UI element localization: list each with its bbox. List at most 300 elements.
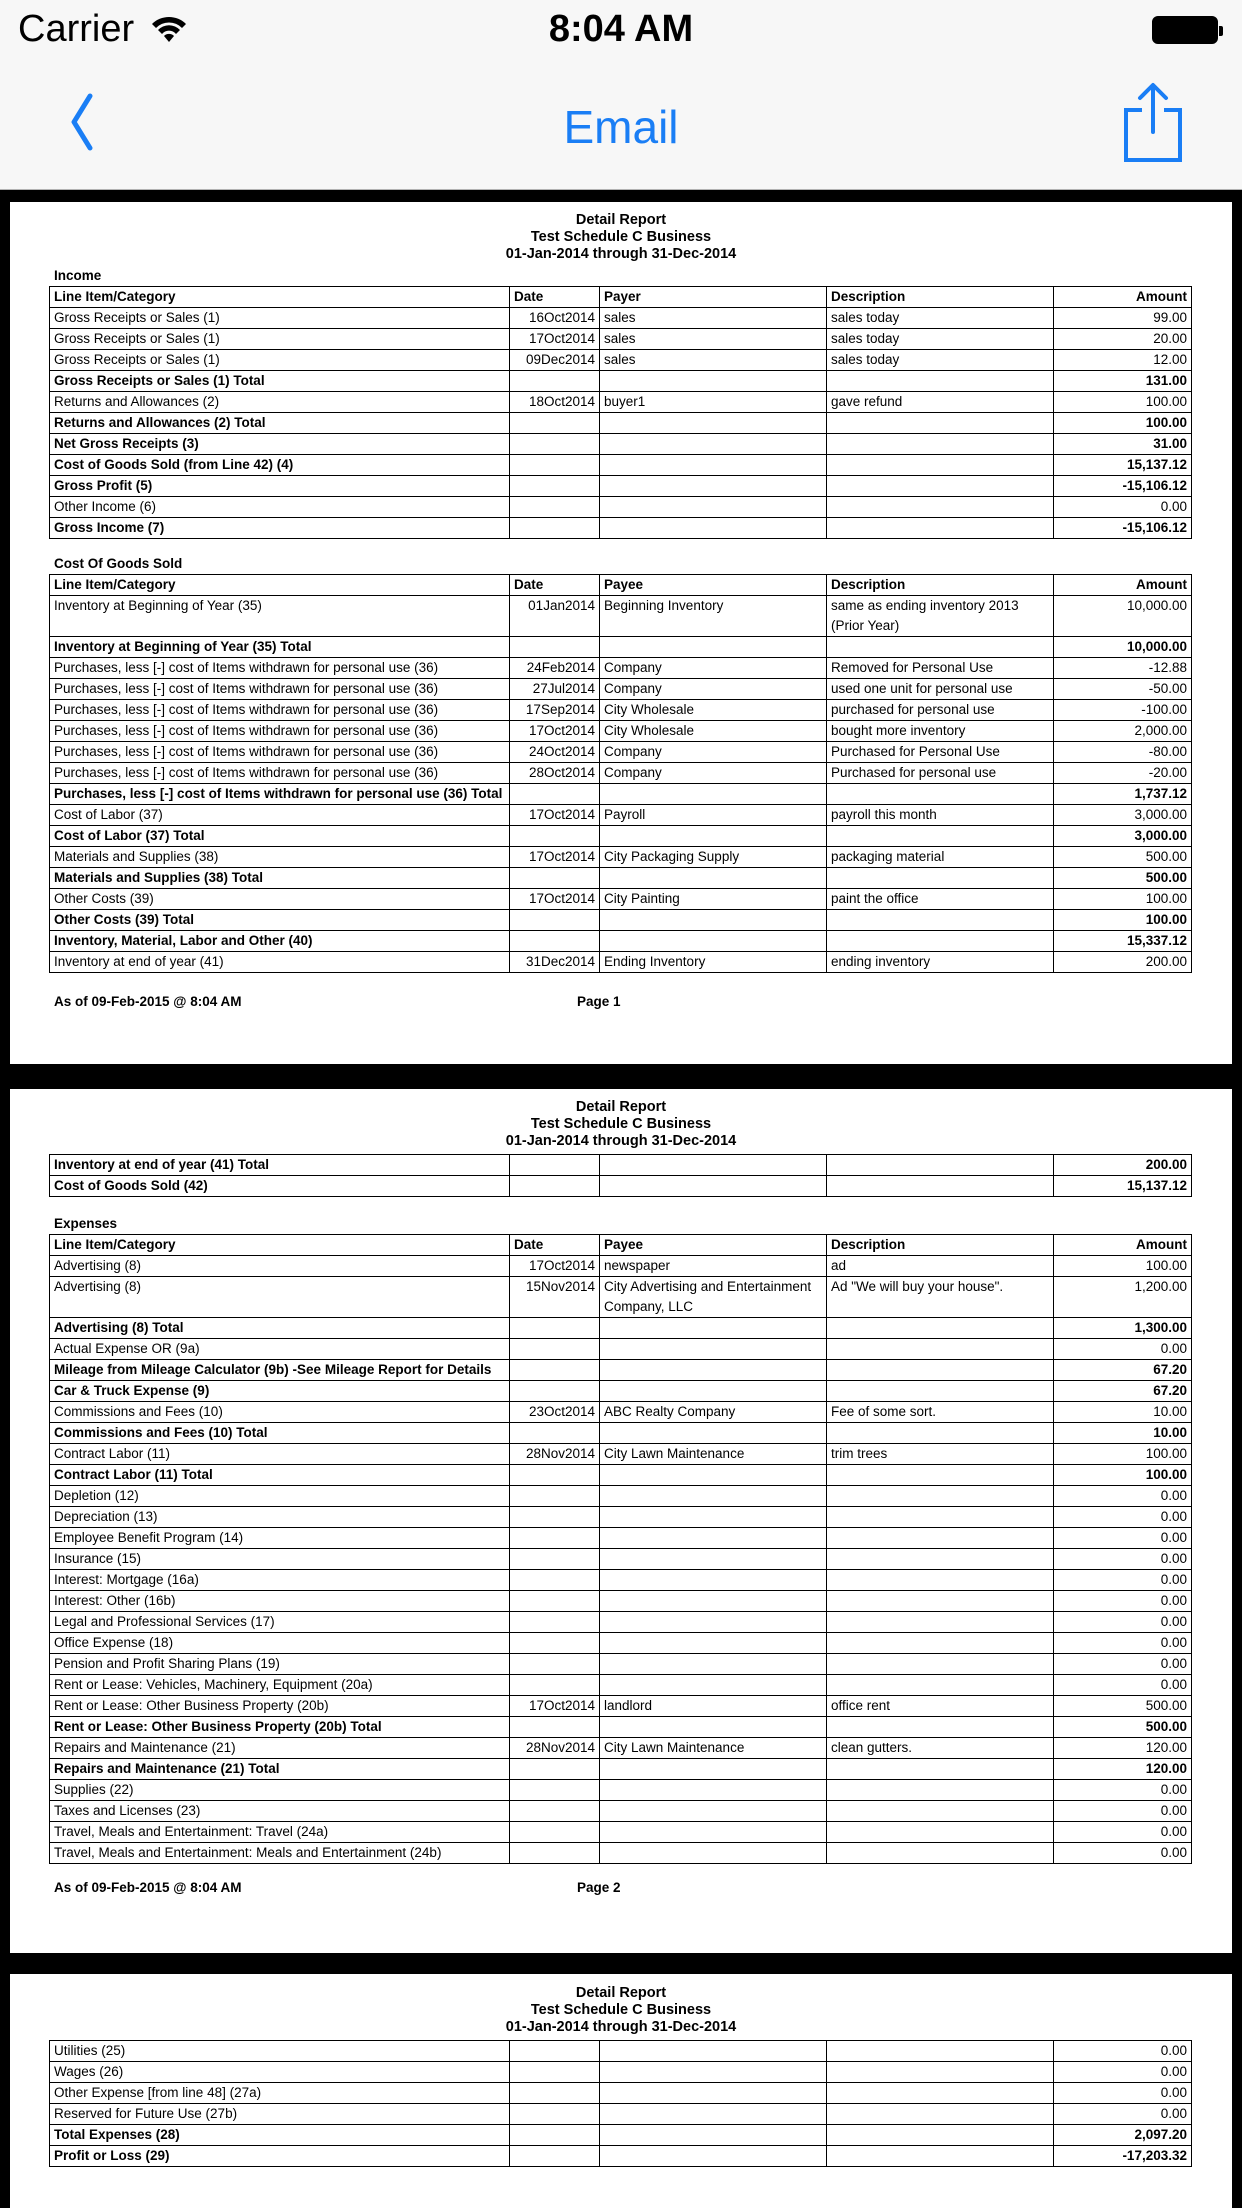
cell-line-item: Advertising (8) Total (50, 1318, 510, 1339)
cell-line-item: Advertising (8) (50, 1277, 510, 1318)
cell-amount: 10,000.00 (1054, 596, 1192, 637)
cell-line-item: Interest: Mortgage (16a) (50, 1570, 510, 1591)
cell-description: payroll this month (827, 805, 1054, 826)
footer-as-of: As of 09-Feb-2015 @ 8:04 AM (54, 1880, 242, 1895)
cell-date (510, 1339, 600, 1360)
cell-description: Ad "We will buy your house". (827, 1277, 1054, 1318)
table-row (50, 1277, 1192, 1318)
cell-description (827, 1654, 1054, 1675)
cell-party (600, 1822, 827, 1843)
cell-description: paint the office (827, 889, 1054, 910)
cogs-table (49, 574, 1192, 973)
cell-description (827, 1423, 1054, 1444)
cell-amount: 67.20 (1054, 1381, 1192, 1402)
footer-page-number: Page 1 (577, 994, 621, 1009)
table-row (50, 497, 1192, 518)
table-total-row (50, 826, 1192, 847)
cell-description (827, 1801, 1054, 1822)
cell-line-item: Other Costs (39) (50, 889, 510, 910)
cell-date (510, 1528, 600, 1549)
battery-icon (1152, 16, 1218, 44)
table-row (50, 596, 1192, 637)
cell-amount: -80.00 (1054, 742, 1192, 763)
cell-line-item: Profit or Loss (29) (50, 2146, 510, 2167)
cell-description: sales today (827, 350, 1054, 371)
cell-party (600, 931, 827, 952)
cell-date: 31Dec2014 (510, 952, 600, 973)
cell-description (827, 637, 1054, 658)
table-total-row (50, 868, 1192, 889)
cell-description (827, 1633, 1054, 1654)
column-header: Description (827, 575, 1054, 596)
cell-amount: 0.00 (1054, 1675, 1192, 1696)
cell-date (510, 2146, 600, 2167)
cell-description (827, 1759, 1054, 1780)
cell-line-item: Contract Labor (11) Total (50, 1465, 510, 1486)
cell-date (510, 476, 600, 497)
cell-date (510, 637, 600, 658)
column-header: Payer (600, 287, 827, 308)
cell-description (827, 1176, 1054, 1197)
cogs-section-title: Cost Of Goods Sold (54, 556, 183, 571)
cell-date (510, 1843, 600, 1864)
cell-party: City Wholesale (600, 721, 827, 742)
cell-description (827, 1549, 1054, 1570)
cell-description (827, 371, 1054, 392)
cell-amount: 500.00 (1054, 847, 1192, 868)
cell-amount: 120.00 (1054, 1738, 1192, 1759)
cell-amount: 200.00 (1054, 952, 1192, 973)
column-header: Description (827, 287, 1054, 308)
cell-party (600, 2041, 827, 2062)
report-period: 01-Jan-2014 through 31-Dec-2014 (505, 246, 737, 262)
nav-title: Email (563, 101, 679, 153)
cell-date: 17Oct2014 (510, 847, 600, 868)
cell-party (600, 2062, 827, 2083)
cell-amount: 120.00 (1054, 1759, 1192, 1780)
table-row (50, 742, 1192, 763)
cell-party: City Packaging Supply (600, 847, 827, 868)
cell-amount: 12.00 (1054, 350, 1192, 371)
cell-amount: 3,000.00 (1054, 805, 1192, 826)
column-header: Amount (1054, 287, 1192, 308)
cell-amount: 31.00 (1054, 434, 1192, 455)
cell-party (600, 1339, 827, 1360)
table-total-row (50, 476, 1192, 497)
cell-amount: 0.00 (1054, 1612, 1192, 1633)
cell-party (600, 1570, 827, 1591)
column-header: Payee (600, 575, 827, 596)
cell-line-item: Depreciation (13) (50, 1507, 510, 1528)
cell-description (827, 1465, 1054, 1486)
cell-date (510, 1612, 600, 1633)
cell-date (510, 931, 600, 952)
cell-date (510, 910, 600, 931)
cell-line-item: Pension and Profit Sharing Plans (19) (50, 1654, 510, 1675)
cell-line-item: Legal and Professional Services (17) (50, 1612, 510, 1633)
cell-amount: 100.00 (1054, 392, 1192, 413)
cell-amount: 500.00 (1054, 1717, 1192, 1738)
cell-amount: 1,200.00 (1054, 1277, 1192, 1318)
cell-description (827, 2062, 1054, 2083)
table-total-row (50, 1360, 1192, 1381)
cell-amount: 0.00 (1054, 1591, 1192, 1612)
table-row (50, 658, 1192, 679)
expenses-table (49, 1234, 1192, 1864)
cell-date: 09Dec2014 (510, 350, 600, 371)
cell-description: purchased for personal use (827, 700, 1054, 721)
income-table (49, 286, 1192, 539)
cell-line-item: Inventory at end of year (41) (50, 952, 510, 973)
cell-line-item: Materials and Supplies (38) (50, 847, 510, 868)
cell-party (600, 434, 827, 455)
cell-description (827, 1360, 1054, 1381)
cell-description (827, 1822, 1054, 1843)
table-header-row (50, 575, 1192, 596)
cell-date (510, 1155, 600, 1176)
cell-amount: -15,106.12 (1054, 476, 1192, 497)
cell-date (510, 413, 600, 434)
cell-date: 17Oct2014 (510, 805, 600, 826)
cell-date (510, 1486, 600, 1507)
table-header-row (50, 287, 1192, 308)
table-total-row (50, 1465, 1192, 1486)
table-total-row (50, 1759, 1192, 1780)
cell-line-item: Gross Profit (5) (50, 476, 510, 497)
cell-party (600, 910, 827, 931)
cell-party: buyer1 (600, 392, 827, 413)
cell-date (510, 1176, 600, 1197)
table-total-row (50, 637, 1192, 658)
footer-page-number: Page 2 (577, 1880, 621, 1895)
cell-date (510, 2041, 600, 2062)
cell-party (600, 2104, 827, 2125)
cell-description: clean gutters. (827, 1738, 1054, 1759)
table-row (50, 763, 1192, 784)
cell-party (600, 2146, 827, 2167)
cell-line-item: Gross Receipts or Sales (1) Total (50, 371, 510, 392)
cell-party (600, 497, 827, 518)
cell-date (510, 784, 600, 805)
income-section-title: Income (54, 268, 102, 283)
table-row (50, 2083, 1192, 2104)
table-row (50, 1528, 1192, 1549)
cell-description (827, 497, 1054, 518)
table-total-row (50, 1155, 1192, 1176)
cell-line-item: Returns and Allowances (2) Total (50, 413, 510, 434)
cell-amount: 1,300.00 (1054, 1318, 1192, 1339)
table-row (50, 2062, 1192, 2083)
cell-line-item: Cost of Goods Sold (42) (50, 1176, 510, 1197)
cell-date (510, 1381, 600, 1402)
cell-description (827, 826, 1054, 847)
cell-date: 17Oct2014 (510, 1256, 600, 1277)
table-row (50, 1738, 1192, 1759)
report-title: Detail Report (575, 212, 667, 228)
cell-party: newspaper (600, 1256, 827, 1277)
cell-amount: 67.20 (1054, 1360, 1192, 1381)
cell-party (600, 1318, 827, 1339)
cell-line-item: Mileage from Mileage Calculator (9b) -See Mileage Report for Details (50, 1360, 510, 1381)
table-row (50, 847, 1192, 868)
cell-date: 28Nov2014 (510, 1738, 600, 1759)
table-row (50, 700, 1192, 721)
footer-as-of: As of 09-Feb-2015 @ 8:04 AM (54, 994, 242, 1009)
cell-description (827, 518, 1054, 539)
table-row (50, 1675, 1192, 1696)
cell-party: City Advertising and Entertainment Company, LLC (600, 1277, 827, 1318)
cell-description (827, 1155, 1054, 1176)
cell-date (510, 1570, 600, 1591)
cell-amount: -50.00 (1054, 679, 1192, 700)
table-total-row (50, 2125, 1192, 2146)
cell-line-item: Materials and Supplies (38) Total (50, 868, 510, 889)
cell-description (827, 931, 1054, 952)
cell-line-item: Repairs and Maintenance (21) (50, 1738, 510, 1759)
cell-party: sales (600, 329, 827, 350)
cell-amount: 10.00 (1054, 1423, 1192, 1444)
cell-party (600, 1507, 827, 1528)
cell-date (510, 1675, 600, 1696)
cell-party (600, 455, 827, 476)
cell-date (510, 1780, 600, 1801)
report-page-3 (10, 1974, 1232, 2208)
cell-amount: 15,137.12 (1054, 1176, 1192, 1197)
table-total-row (50, 434, 1192, 455)
cell-party (600, 1780, 827, 1801)
cell-amount: 100.00 (1054, 1256, 1192, 1277)
cell-date (510, 497, 600, 518)
cell-party: sales (600, 350, 827, 371)
cell-description (827, 2083, 1054, 2104)
column-header: Line Item/Category (50, 575, 510, 596)
cell-description: sales today (827, 308, 1054, 329)
cell-amount: -100.00 (1054, 700, 1192, 721)
cell-line-item: Inventory at Beginning of Year (35) Total (50, 637, 510, 658)
cell-description (827, 476, 1054, 497)
cell-party (600, 1759, 827, 1780)
cell-description (827, 1486, 1054, 1507)
table-row (50, 350, 1192, 371)
cell-party: ABC Realty Company (600, 1402, 827, 1423)
table-total-row (50, 413, 1192, 434)
cell-description: Purchased for Personal Use (827, 742, 1054, 763)
cell-date (510, 1549, 600, 1570)
cell-party: Company (600, 679, 827, 700)
cell-amount: 0.00 (1054, 1528, 1192, 1549)
cell-line-item: Insurance (15) (50, 1549, 510, 1570)
cell-party (600, 637, 827, 658)
cell-line-item: Net Gross Receipts (3) (50, 434, 510, 455)
cell-date: 01Jan2014 (510, 596, 600, 637)
cell-amount: 2,097.20 (1054, 2125, 1192, 2146)
cell-amount: 500.00 (1054, 1696, 1192, 1717)
cell-line-item: Rent or Lease: Vehicles, Machinery, Equipment (20a) (50, 1675, 510, 1696)
report-header (10, 212, 1232, 263)
cell-line-item: Car & Truck Expense (9) (50, 1381, 510, 1402)
cell-party (600, 1612, 827, 1633)
cell-date (510, 826, 600, 847)
cell-amount: -20.00 (1054, 763, 1192, 784)
cell-party (600, 1486, 827, 1507)
table-row (50, 1256, 1192, 1277)
table-row (50, 2104, 1192, 2125)
cell-amount: 131.00 (1054, 371, 1192, 392)
cell-party (600, 1654, 827, 1675)
cell-party (600, 1423, 827, 1444)
cell-party: landlord (600, 1696, 827, 1717)
table-total-row (50, 1176, 1192, 1197)
report-header (10, 1099, 1232, 1150)
cell-date (510, 2125, 600, 2146)
cell-date (510, 1654, 600, 1675)
cell-party: Company (600, 742, 827, 763)
cell-amount: 15,337.12 (1054, 931, 1192, 952)
cell-date (510, 1423, 600, 1444)
cell-party: City Painting (600, 889, 827, 910)
cell-amount: -12.88 (1054, 658, 1192, 679)
cell-amount: 1,737.12 (1054, 784, 1192, 805)
cell-description (827, 1675, 1054, 1696)
cell-line-item: Purchases, less [-] cost of Items withdrawn for personal use (36) Total (50, 784, 510, 805)
cell-party (600, 868, 827, 889)
cell-party (600, 2125, 827, 2146)
cell-line-item: Gross Receipts or Sales (1) (50, 308, 510, 329)
cell-amount: 10.00 (1054, 1402, 1192, 1423)
cell-party: City Lawn Maintenance (600, 1444, 827, 1465)
cell-party (600, 1633, 827, 1654)
cell-date: 15Nov2014 (510, 1277, 600, 1318)
status-time: 8:04 AM (548, 8, 694, 50)
cell-date: 18Oct2014 (510, 392, 600, 413)
table-row (50, 721, 1192, 742)
cell-amount: 0.00 (1054, 1843, 1192, 1864)
table-total-row (50, 2146, 1192, 2167)
cell-date (510, 868, 600, 889)
cell-line-item: Contract Labor (11) (50, 1444, 510, 1465)
cell-line-item: Other Costs (39) Total (50, 910, 510, 931)
table-total-row (50, 371, 1192, 392)
table-row (50, 1822, 1192, 1843)
cell-amount: 10,000.00 (1054, 637, 1192, 658)
cell-amount: 15,137.12 (1054, 455, 1192, 476)
cell-date (510, 1465, 600, 1486)
cell-party (600, 1675, 827, 1696)
cell-line-item: Rent or Lease: Other Business Property (20b) Total (50, 1717, 510, 1738)
cell-amount: -17,203.32 (1054, 2146, 1192, 2167)
cell-party (600, 518, 827, 539)
cell-amount: 500.00 (1054, 868, 1192, 889)
cell-description: office rent (827, 1696, 1054, 1717)
column-header: Payee (600, 1235, 827, 1256)
table-row (50, 1780, 1192, 1801)
cell-line-item: Employee Benefit Program (14) (50, 1528, 510, 1549)
cell-date (510, 1801, 600, 1822)
cell-line-item: Purchases, less [-] cost of Items withdrawn for personal use (36) (50, 658, 510, 679)
cell-line-item: Rent or Lease: Other Business Property (20b) (50, 1696, 510, 1717)
cell-amount: 0.00 (1054, 1339, 1192, 1360)
column-header: Date (510, 575, 600, 596)
report-page-1 (10, 202, 1232, 1064)
cell-amount: 0.00 (1054, 2083, 1192, 2104)
cell-amount: 0.00 (1054, 1633, 1192, 1654)
cell-amount: 0.00 (1054, 2104, 1192, 2125)
cell-line-item: Repairs and Maintenance (21) Total (50, 1759, 510, 1780)
cell-date: 17Oct2014 (510, 1696, 600, 1717)
navigation-bar (0, 60, 1242, 190)
cell-date: 24Feb2014 (510, 658, 600, 679)
table-total-row (50, 1423, 1192, 1444)
column-header: Line Item/Category (50, 1235, 510, 1256)
table-row (50, 1654, 1192, 1675)
report-period: 01-Jan-2014 through 31-Dec-2014 (505, 2019, 737, 2035)
cell-line-item: Advertising (8) (50, 1256, 510, 1277)
cell-line-item: Actual Expense OR (9a) (50, 1339, 510, 1360)
cell-line-item: Travel, Meals and Entertainment: Meals and Entertainment (24b) (50, 1843, 510, 1864)
cell-date (510, 1759, 600, 1780)
cell-description (827, 1507, 1054, 1528)
expenses-section-title: Expenses (54, 1216, 118, 1231)
cell-description (827, 1780, 1054, 1801)
table-total-row (50, 1717, 1192, 1738)
table-row (50, 805, 1192, 826)
cell-description: Removed for Personal Use (827, 658, 1054, 679)
cell-party: City Lawn Maintenance (600, 1738, 827, 1759)
cell-line-item: Interest: Other (16b) (50, 1591, 510, 1612)
cell-line-item: Cost of Goods Sold (from Line 42) (4) (50, 455, 510, 476)
share-icon[interactable] (1122, 82, 1184, 164)
cell-amount: 0.00 (1054, 1801, 1192, 1822)
cell-party (600, 476, 827, 497)
report-header (10, 1985, 1232, 2036)
cell-date: 28Oct2014 (510, 763, 600, 784)
table-row (50, 1801, 1192, 1822)
table-row (50, 1339, 1192, 1360)
cell-description (827, 2041, 1054, 2062)
report-title: Detail Report (575, 1985, 667, 2001)
cell-amount: 100.00 (1054, 1444, 1192, 1465)
cell-date (510, 1717, 600, 1738)
cell-amount: 0.00 (1054, 2041, 1192, 2062)
cell-party (600, 1801, 827, 1822)
cell-line-item: Gross Receipts or Sales (1) (50, 350, 510, 371)
table-row (50, 1570, 1192, 1591)
cell-date (510, 1822, 600, 1843)
cell-party (600, 1717, 827, 1738)
cell-line-item: Other Expense [from line 48] (27a) (50, 2083, 510, 2104)
cell-line-item: Cost of Labor (37) Total (50, 826, 510, 847)
cell-description (827, 434, 1054, 455)
cell-amount: 100.00 (1054, 889, 1192, 910)
cell-description (827, 1591, 1054, 1612)
cell-amount: 20.00 (1054, 329, 1192, 350)
cell-date: 16Oct2014 (510, 308, 600, 329)
cell-amount: 2,000.00 (1054, 721, 1192, 742)
table-row (50, 1507, 1192, 1528)
cell-line-item: Other Income (6) (50, 497, 510, 518)
cell-party (600, 826, 827, 847)
cell-amount: 0.00 (1054, 1570, 1192, 1591)
carrier-label: Carrier (18, 8, 135, 50)
cell-line-item: Office Expense (18) (50, 1633, 510, 1654)
cell-description (827, 1528, 1054, 1549)
cell-description (827, 1843, 1054, 1864)
cell-date (510, 2104, 600, 2125)
table-total-row (50, 1318, 1192, 1339)
cell-line-item: Purchases, less [-] cost of Items withdrawn for personal use (36) (50, 742, 510, 763)
cell-description (827, 2125, 1054, 2146)
report-period: 01-Jan-2014 through 31-Dec-2014 (505, 1133, 737, 1149)
